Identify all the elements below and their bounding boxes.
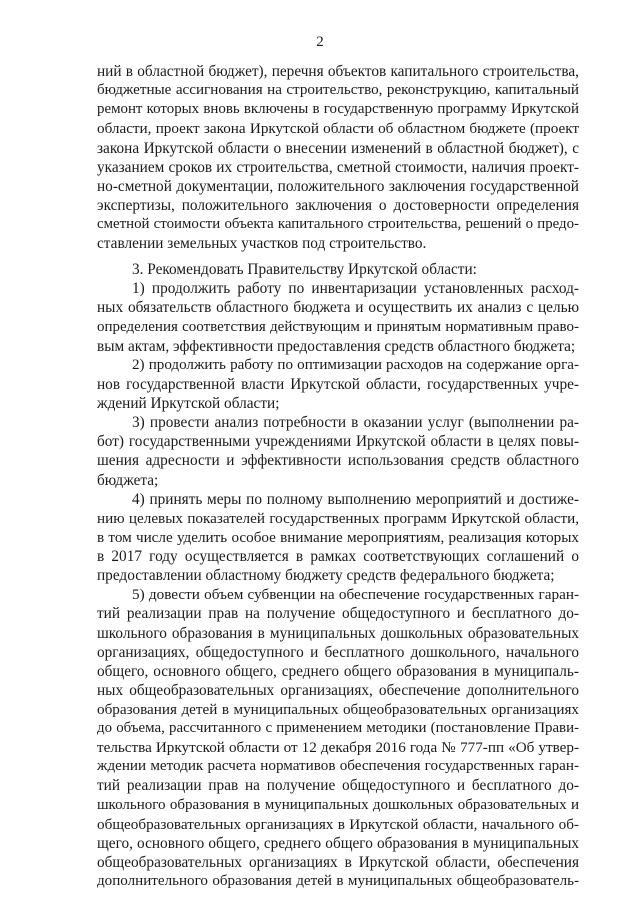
text-line: в том числе уделить особое внимание мероприятиям, реализация которых: [97, 528, 579, 546]
text-line: 2) продолжить работу по оптимизации расходов на содержание орга-: [132, 356, 579, 373]
text-line: шения адресности и эффективности использования средств областного: [97, 452, 579, 470]
text-line: до объема, рассчитанного с применением методики (постановление Прави-: [97, 720, 579, 736]
text-line: предоставлении областному бюджету средств федерального бюджета;: [97, 567, 555, 585]
text-line: дополнительного образования детей в муниципальных общеобразователь-: [97, 873, 579, 889]
text-line: ставлении земельных участков под строительство.: [97, 235, 427, 253]
text-line: общего, основного общего, среднего общего образования в муниципаль-: [97, 662, 579, 680]
text-line: организациях, общедоступного и бесплатного дошкольного, начального: [97, 643, 579, 661]
text-line: ний в областной бюджет), перечня объектов капитального строительства,: [97, 63, 579, 80]
text-line: тий реализации прав на получение общедоступного и бесплатного до-: [97, 777, 579, 795]
text-line: ждений Иркутской области;: [97, 395, 280, 412]
text-line: определения соответствия действующим и принятым нормативным право-: [97, 318, 579, 335]
text-line: ремонт которых вновь включены в государственную программу Иркутской: [97, 101, 579, 118]
text-line: указанием сроков их строительства, сметной стоимости, наличия проект-: [97, 158, 579, 176]
text-line: области, проект закона Иркутской области об областном бюджете (проект: [97, 120, 579, 138]
text-line: бюджетные ассигнования на строительство, реконструкцию, капитальный: [97, 82, 579, 99]
text-line: закона Иркутской области о внесении изменений в областной бюджет), с: [97, 139, 579, 157]
section-heading: 3. Рекомендовать Правительству Иркутской области:: [132, 261, 477, 279]
text-line: экспертизы, положительного заключения о достоверности определения: [97, 196, 579, 214]
text-line: нов государственной власти Иркутской области, государственных учре-: [97, 375, 579, 393]
text-line: нию целевых показателей государственных программ Иркутской области,: [97, 509, 579, 527]
text-line: бюджета;: [97, 471, 159, 489]
text-line: ждении методик расчета нормативов обеспечения государственных гаран-: [97, 758, 579, 775]
text-line: щего, основного общего, среднего общего образования в муниципальных: [97, 834, 579, 852]
text-line: сметной стоимости объекта капитального строительства, решений о предо-: [97, 216, 579, 232]
page-number: 2: [316, 34, 324, 50]
text-line: бот) государственными учреждениями Иркутской области в целях повы-: [97, 433, 579, 451]
text-line: общеобразовательных организациях в Иркутской области, обеспечения: [97, 853, 579, 871]
text-line: вым актам, эффективности предоставления средств областного бюджета;: [97, 337, 576, 355]
text-line: 3) провести анализ потребности в оказании услуг (выполнении ра-: [132, 414, 579, 432]
text-line: тельства Иркутской области от 12 декабря 2016 года № 777-пп «Об утвер-: [97, 739, 579, 757]
text-line: образования детей в муниципальных общеобразовательных организациях: [97, 700, 579, 718]
text-line: ных общеобразовательных организациях, обеспечение дополнительного: [97, 681, 579, 699]
text-line: школьного образования в муниципальных дошкольных образовательных: [97, 624, 579, 642]
text-line: общеобразовательных организациях в Иркутской области, начального об-: [97, 815, 579, 833]
text-line: в 2017 году осуществляется в рамках соответствующих соглашений о: [97, 548, 579, 565]
text-line: 5) довести объем субвенции на обеспечение государственных гаран-: [132, 586, 579, 604]
text-line: 4) принять меры по полному выполнению мероприятий и достиже-: [132, 490, 579, 508]
text-line: школьного образования в муниципальных дошкольных образовательных и: [97, 796, 579, 813]
text-line: 1) продолжить работу по инвентаризации установленных расход-: [132, 280, 579, 298]
text-line: тий реализации прав на получение общедоступного и бесплатного до-: [97, 605, 579, 623]
text-line: но-сметной документации, положительного заключения государственной: [97, 177, 579, 195]
text-line: ных обязательств областного бюджета и осуществить их анализ с целью: [97, 299, 579, 317]
